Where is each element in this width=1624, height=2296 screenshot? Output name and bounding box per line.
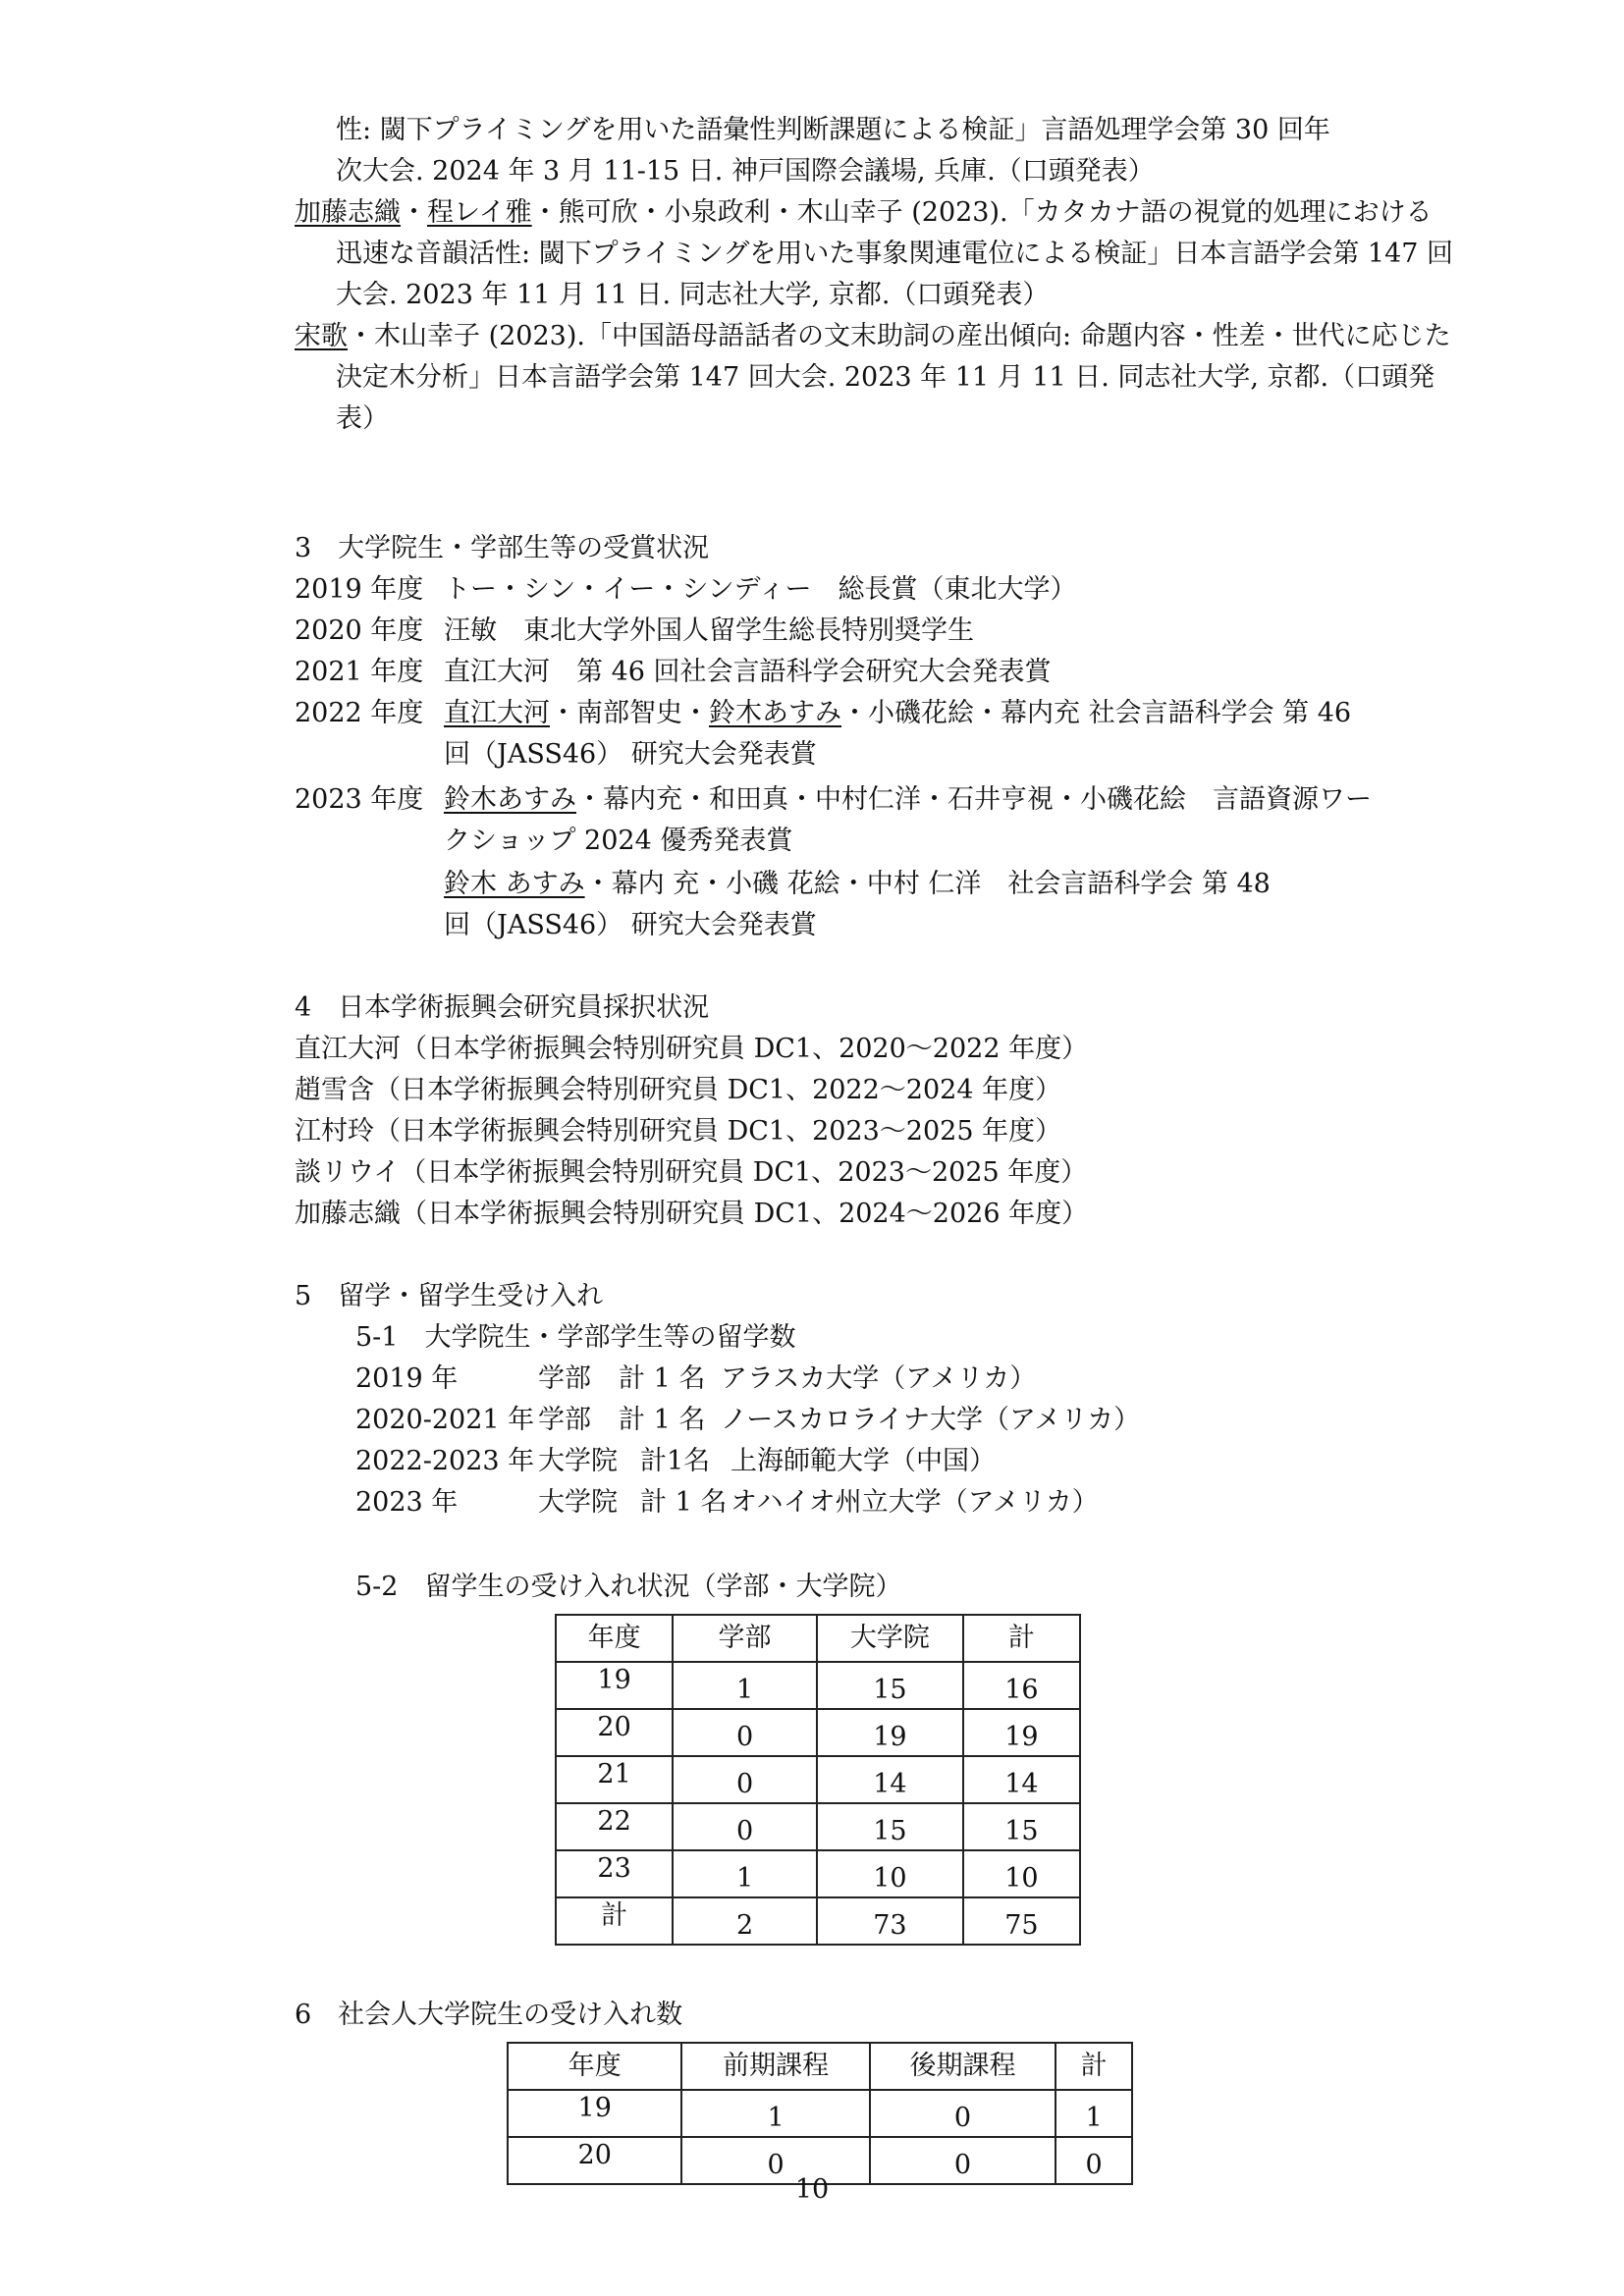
- underlined-author: 程レイ雅: [427, 197, 532, 228]
- table-header-row: 年度 学部 大学院 計: [556, 1615, 1080, 1662]
- fellowship-item: 趙雪含（日本学術振興会特別研究員 DC1、2022～2024 年度）: [295, 1075, 1062, 1105]
- table-row: 19 1 0 1: [508, 2090, 1132, 2137]
- table-row: 19 1 15 16: [556, 1662, 1080, 1709]
- ref1-continuation-line1: 性: 閾下プライミングを用いた語彙性判断課題による検証」言語処理学会第 30 回年: [336, 115, 1330, 145]
- underlined-author: 加藤志織: [295, 197, 401, 228]
- table-row: 20 0 0 0: [508, 2137, 1132, 2184]
- table-row: 23 1 10 10: [556, 1850, 1080, 1897]
- fellowship-item: 談リウイ（日本学術振興会特別研究員 DC1、2023～2025 年度）: [295, 1157, 1088, 1188]
- study-abroad-row: 2020-2021 年 学部 計 1 名 ノースカロライナ大学（アメリカ）: [355, 1405, 1141, 1435]
- fellowship-item: 直江大河（日本学術振興会特別研究員 DC1、2020～2022 年度）: [295, 1034, 1089, 1064]
- section-3-title: 3 大学院生・学部生等の受賞状況: [295, 533, 710, 563]
- fellowship-item: 江村玲（日本学術振興会特別研究員 DC1、2023～2025 年度）: [295, 1116, 1062, 1147]
- award-item: 鈴木 あすみ・幕内 充・小磯 花絵・中村 仁洋 社会言語科学会 第 48: [444, 869, 1271, 899]
- reference-entry: 宋歌・木山幸子 (2023).「中国語母語話者の文末助詞の産出傾向: 命題内容・性差・世代に応じた決定木分析」日本言語学会第 147 回大会. 2023 年 11 月 11 日. 同志社大学, 京都.（口頭発表）: [295, 321, 1451, 434]
- table-total-row: 計 2 73 75: [556, 1897, 1080, 1945]
- study-abroad-row: 2023 年 大学院 計 1 名 オハイオ州立大学（アメリカ）: [355, 1487, 1099, 1518]
- award-item-continuation: 回（JASS46） 研究大会発表賞: [444, 910, 817, 940]
- section-4-title: 4 日本学術振興会研究員採択状況: [295, 992, 710, 1023]
- reference-entry: 加藤志織・程レイ雅・熊可欣・小泉政利・木山幸子 (2023).「カタカナ語の視覚的処理における迅速な音韻活性: 閾下プライミングを用いた事象関連電位による検証」日本言語学会第 147 回大会. 2023 年 11 月 11 日. 同志社大学, 京都.（口頭発表）: [295, 197, 1454, 310]
- award-item: 2020 年度 汪敏 東北大学外国人留学生総長特別奨学生: [295, 615, 974, 646]
- award-item-continuation: クショップ 2024 優秀発表賞: [444, 826, 793, 856]
- underlined-author: 宋歌: [295, 321, 348, 351]
- page-number: 10: [794, 2174, 830, 2205]
- subsection-5-2-title: 5-2 留学生の受け入れ状況（学部・大学院）: [355, 1572, 902, 1602]
- award-item: 2021 年度 直江大河 第 46 回社会言語科学会研究大会発表賞: [295, 657, 1052, 687]
- table-row: 21 0 14 14: [556, 1756, 1080, 1803]
- table-row: 20 0 19 19: [556, 1709, 1080, 1756]
- award-item-continuation: 回（JASS46） 研究大会発表賞: [444, 739, 817, 770]
- fellowship-item: 加藤志織（日本学術振興会特別研究員 DC1、2024～2026 年度）: [295, 1199, 1089, 1229]
- intl-students-table: [555, 1614, 1081, 1946]
- section-6-title: 6 社会人大学院生の受け入れ数: [295, 2000, 683, 2030]
- subsection-5-1-title: 5-1 大学院生・学部学生等の留学数: [355, 1322, 796, 1353]
- working-adult-students-table: [507, 2042, 1133, 2185]
- table-row: 22 0 15 15: [556, 1803, 1080, 1850]
- section-5-title: 5 留学・留学生受け入れ: [295, 1281, 604, 1311]
- study-abroad-row: 2022-2023 年 大学院 計1名 上海師範大学（中国）: [355, 1446, 996, 1476]
- table-header-row: 年度 前期課程 後期課程 計: [508, 2043, 1132, 2090]
- award-item: 2022 年度 直江大河・南部智史・鈴木あすみ・小磯花絵・幕内充 社会言語科学会 第 46: [295, 698, 1352, 728]
- award-item: 2019 年度 トー・シン・イー・シンディー 総長賞（東北大学）: [295, 574, 1077, 605]
- study-abroad-row: 2019 年 学部 計 1 名 アラスカ大学（アメリカ）: [355, 1363, 1037, 1394]
- award-item: 2023 年度 鈴木あすみ・幕内充・和田真・中村仁洋・石井亨視・小磯花絵 言語資源ワー: [295, 784, 1372, 815]
- ref1-continuation-line2: 次大会. 2024 年 3 月 11-15 日. 神戸国際会議場, 兵庫.（口頭発表）: [336, 156, 1155, 187]
